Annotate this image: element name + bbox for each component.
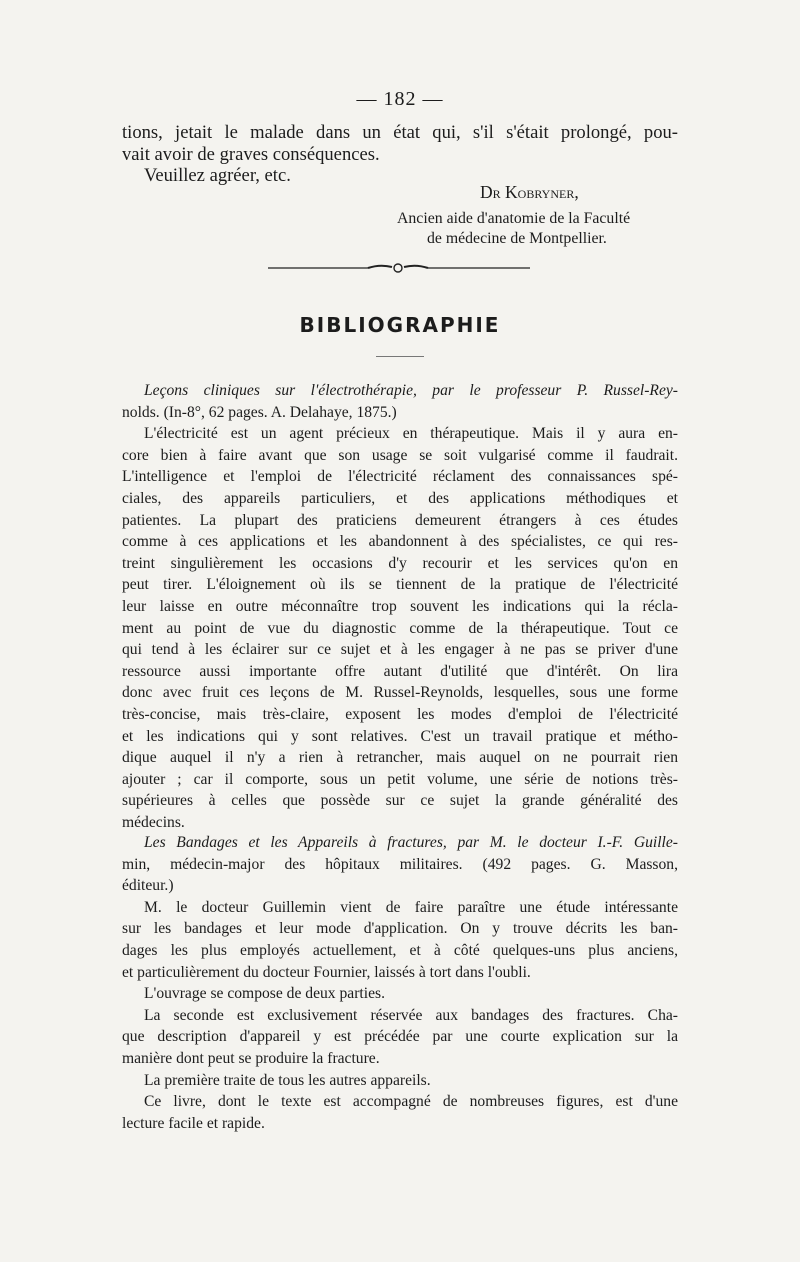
text-line: médecins. — [122, 813, 185, 831]
signature-title-line: Ancien aide d'anatomie de la Faculté — [397, 210, 631, 227]
text-line: leur laisse en outre méconnaître trop souvent les indications qui la récla- — [122, 597, 678, 615]
text-line: La seconde est exclusivement réservée aux bandages des fractures. Cha- — [144, 1006, 678, 1024]
text-line: core bien à faire avant que son usage se soit vulgarisé comme il faudrait. — [122, 446, 678, 464]
review-title-line: nolds. (In-8°, 62 pages. A. Delahaye, 1875.) — [122, 403, 397, 421]
divider — [376, 356, 424, 357]
text-line: et les indications qui y sont relatives. C'est un travail pratique et métho- — [122, 727, 678, 745]
text-line: Veuillez agréer, etc. — [144, 165, 291, 186]
text-line: vait avoir de graves conséquences. — [122, 143, 380, 165]
letter-continuation — [122, 122, 678, 187]
signature-title-line: de médecine de Montpellier. — [427, 230, 607, 247]
text-line: très-concise, mais très-claire, exposent les modes d'emploi de l'électricité — [122, 705, 678, 723]
text-line: comme à ces applications et les abandonnent à des spécialistes, ce qui res- — [122, 533, 678, 551]
text-line: ciales, des appareils particuliers, et des applications méthodiques et — [122, 489, 678, 507]
page-number: — 182 — — [356, 88, 444, 110]
text-line: tions, jetait le malade dans un état qui, s'il s'était prolongé, pou- — [122, 122, 678, 143]
text-line: donc avec fruit ces leçons de M. Russel-Reynolds, lesquelles, sous une forme — [122, 684, 678, 702]
text-line: M. le docteur Guillemin vient de faire paraître une étude intéressante — [144, 898, 678, 916]
text-line: L'électricité est un agent précieux en thérapeutique. Mais il y aura en- — [144, 425, 678, 443]
text-line: ment au point de vue du diagnostic comme de la thérapeutique. Tout ce — [122, 619, 678, 637]
text-line: peut tirer. L'éloignement où ils se tiennent de la pratique de l'électricité — [122, 576, 678, 594]
text-line: sur les bandages et leur mode d'application. On y trouve décrits les ban- — [122, 920, 678, 938]
text-line: dique auquel il n'y a rien à retrancher, mais auquel on ne pourrait rien — [122, 749, 678, 767]
review-title-line: Les Bandages et les Appareils à fractures, par M. le docteur I.-F. Guille- — [144, 834, 678, 851]
text-line: lecture facile et rapide. — [122, 1114, 265, 1132]
text-line: ajouter ; car il comporte, sous un petit volume, une série de notions très- — [122, 770, 678, 788]
ornamental-rule — [268, 260, 530, 276]
text-line: dages les plus employés actuellement, et à côté quelques-uns plus anciens, — [122, 941, 678, 959]
text-line: supérieures à celles que possède sur ce sujet la grande généralité des — [122, 792, 678, 810]
text-line: treint singulièrement les occasions d'y recourir et les services qu'on en — [122, 554, 678, 572]
review-title-line: min, médecin-major des hôpitaux militaires. (492 pages. G. Masson, — [122, 855, 678, 873]
section-heading: BIBLIOGRAPHIE — [299, 313, 501, 337]
review-bandages — [122, 832, 678, 1134]
text-line: L'intelligence et l'emploi de l'électricité réclament des connaissances spé- — [122, 468, 678, 486]
text-line: qui tend à les éclairer sur ce sujet et à les engager à ne pas se priver d'une — [122, 641, 678, 659]
text-line: et particulièrement du docteur Fournier, laissés à tort dans l'oubli. — [122, 963, 531, 981]
text-line: L'ouvrage se compose de deux parties. — [144, 985, 385, 1003]
review-electrotherapie — [122, 380, 678, 833]
text-line: Ce livre, dont le texte est accompagné de nombreuses figures, est d'une — [144, 1093, 678, 1111]
text-line: ressource aussi importante offre autant d'utilité que d'intérêt. On lira — [122, 662, 678, 680]
review-title-line: éditeur.) — [122, 877, 174, 895]
signature-name: Dr Kobryner, — [480, 182, 579, 202]
review-title-line: Leçons cliniques sur l'électrothérapie, par le professeur P. Russel-Rey- — [144, 382, 678, 399]
text-line: patientes. La plupart des praticiens demeurent étrangers à ces études — [122, 511, 678, 529]
text-line: que description d'appareil y est précédée par une courte explication sur la — [122, 1028, 678, 1046]
text-line: manière dont peut se produire la fracture. — [122, 1049, 380, 1067]
text-line: La première traite de tous les autres appareils. — [144, 1071, 431, 1089]
